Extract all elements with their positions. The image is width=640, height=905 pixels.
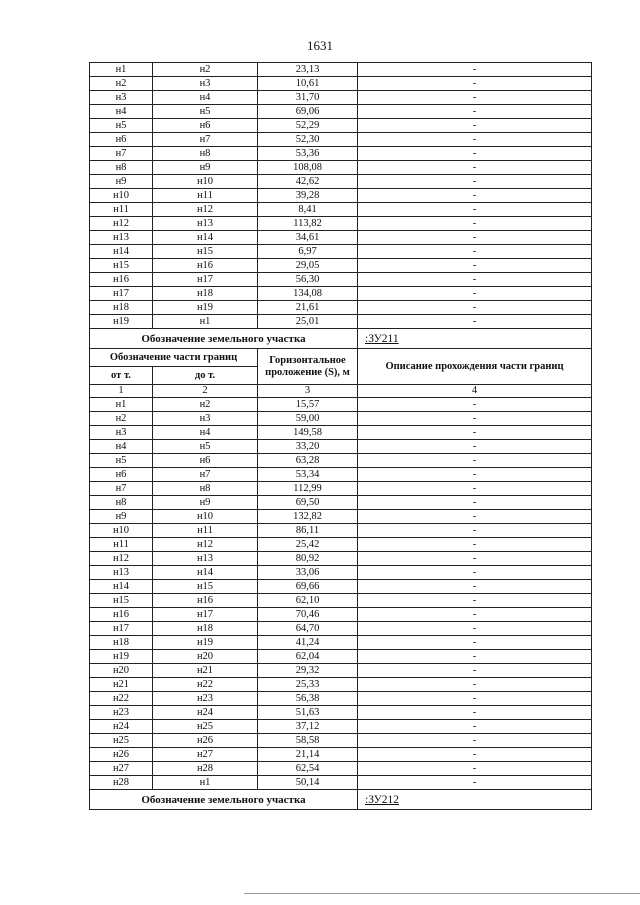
horizontal-distance: 132,82 bbox=[258, 510, 358, 524]
horizontal-distance: 15,57 bbox=[258, 398, 358, 412]
to-point: н23 bbox=[153, 692, 258, 706]
horizontal-distance: 70,46 bbox=[258, 608, 358, 622]
to-point: н5 bbox=[153, 440, 258, 454]
boundary-description: - bbox=[358, 566, 592, 580]
horizontal-distance: 134,08 bbox=[258, 287, 358, 301]
table-row bbox=[90, 524, 592, 538]
from-point: н4 bbox=[90, 440, 153, 454]
col-number: 2 bbox=[153, 385, 258, 398]
table-row bbox=[90, 762, 592, 776]
plot-title-label: Обозначение земельного участка bbox=[90, 790, 358, 810]
horizontal-distance: 112,99 bbox=[258, 482, 358, 496]
to-point: н8 bbox=[153, 482, 258, 496]
horizontal-distance: 50,14 bbox=[258, 776, 358, 790]
boundary-description: - bbox=[358, 636, 592, 650]
from-point: н19 bbox=[90, 650, 153, 664]
boundary-description: - bbox=[358, 426, 592, 440]
from-point: н21 bbox=[90, 678, 153, 692]
table-row bbox=[90, 636, 592, 650]
to-point: н3 bbox=[153, 412, 258, 426]
table-row bbox=[90, 231, 592, 245]
table-row bbox=[90, 664, 592, 678]
to-point: н8 bbox=[153, 147, 258, 161]
to-point: н24 bbox=[153, 706, 258, 720]
table-row bbox=[90, 398, 592, 412]
table-row bbox=[90, 510, 592, 524]
boundary-description: - bbox=[358, 538, 592, 552]
from-point: н6 bbox=[90, 468, 153, 482]
from-point: н16 bbox=[90, 608, 153, 622]
bottom-divider bbox=[244, 893, 640, 894]
table-row bbox=[90, 63, 592, 77]
boundary-description: - bbox=[358, 189, 592, 203]
horizontal-distance: 52,30 bbox=[258, 133, 358, 147]
boundary-description: - bbox=[358, 175, 592, 189]
from-point: н11 bbox=[90, 538, 153, 552]
to-point: н10 bbox=[153, 510, 258, 524]
to-point: н15 bbox=[153, 245, 258, 259]
table-row bbox=[90, 720, 592, 734]
table-row bbox=[90, 315, 592, 329]
page-number: 1631 bbox=[307, 38, 333, 53]
boundary-description: - bbox=[358, 301, 592, 315]
from-point: н28 bbox=[90, 776, 153, 790]
plot-title-row bbox=[90, 790, 592, 810]
boundary-description: - bbox=[358, 119, 592, 133]
table-row bbox=[90, 147, 592, 161]
section2-header bbox=[90, 329, 592, 398]
boundary-table bbox=[89, 62, 592, 810]
boundary-description: - bbox=[358, 161, 592, 175]
table-row bbox=[90, 454, 592, 468]
from-point: н8 bbox=[90, 496, 153, 510]
boundary-description: - bbox=[358, 664, 592, 678]
to-point: н2 bbox=[153, 398, 258, 412]
horizontal-distance: 25,33 bbox=[258, 678, 358, 692]
horizontal-distance: 21,61 bbox=[258, 301, 358, 315]
horizontal-distance: 58,58 bbox=[258, 734, 358, 748]
table-row bbox=[90, 748, 592, 762]
from-point: н7 bbox=[90, 147, 153, 161]
from-point: н3 bbox=[90, 91, 153, 105]
from-point: н10 bbox=[90, 524, 153, 538]
boundary-description: - bbox=[358, 776, 592, 790]
boundary-description: - bbox=[358, 217, 592, 231]
to-point: н2 bbox=[153, 63, 258, 77]
table-row bbox=[90, 706, 592, 720]
boundary-description: - bbox=[358, 468, 592, 482]
boundary-description: - bbox=[358, 287, 592, 301]
to-point: н17 bbox=[153, 273, 258, 287]
section3-header bbox=[90, 790, 592, 810]
from-header: от т. bbox=[90, 367, 153, 385]
horizontal-distance: 34,61 bbox=[258, 231, 358, 245]
from-point: н11 bbox=[90, 203, 153, 217]
from-point: н14 bbox=[90, 580, 153, 594]
boundary-description: - bbox=[358, 762, 592, 776]
horizontal-distance: 25,01 bbox=[258, 315, 358, 329]
boundary-description: - bbox=[358, 147, 592, 161]
horizontal-distance: 37,12 bbox=[258, 720, 358, 734]
from-point: н12 bbox=[90, 217, 153, 231]
table-row bbox=[90, 245, 592, 259]
from-point: н1 bbox=[90, 398, 153, 412]
plot-id: :ЗУ212 bbox=[358, 790, 592, 810]
boundary-description: - bbox=[358, 315, 592, 329]
from-point: н2 bbox=[90, 77, 153, 91]
boundary-description: - bbox=[358, 77, 592, 91]
to-point: н14 bbox=[153, 231, 258, 245]
from-point: н8 bbox=[90, 161, 153, 175]
boundary-description: - bbox=[358, 622, 592, 636]
to-point: н6 bbox=[153, 119, 258, 133]
to-point: н6 bbox=[153, 454, 258, 468]
horizontal-distance: 29,05 bbox=[258, 259, 358, 273]
table-row bbox=[90, 77, 592, 91]
horizontal-distance: 69,66 bbox=[258, 580, 358, 594]
to-point: н9 bbox=[153, 496, 258, 510]
column-number-row bbox=[90, 385, 592, 398]
from-point: н1 bbox=[90, 63, 153, 77]
to-point: н14 bbox=[153, 566, 258, 580]
from-point: н23 bbox=[90, 706, 153, 720]
table-row bbox=[90, 440, 592, 454]
from-point: н17 bbox=[90, 622, 153, 636]
to-point: н1 bbox=[153, 776, 258, 790]
table-row bbox=[90, 608, 592, 622]
horizontal-distance: 52,29 bbox=[258, 119, 358, 133]
to-point: н19 bbox=[153, 301, 258, 315]
horizontal-distance: 80,92 bbox=[258, 552, 358, 566]
horizontal-distance: 42,62 bbox=[258, 175, 358, 189]
horizontal-distance: 29,32 bbox=[258, 664, 358, 678]
to-point: н11 bbox=[153, 524, 258, 538]
horizontal-distance: 41,24 bbox=[258, 636, 358, 650]
boundary-description: - bbox=[358, 398, 592, 412]
from-point: н20 bbox=[90, 664, 153, 678]
boundary-description: - bbox=[358, 650, 592, 664]
table-row bbox=[90, 566, 592, 580]
table-row bbox=[90, 552, 592, 566]
boundary-description: - bbox=[358, 133, 592, 147]
boundary-description: - bbox=[358, 692, 592, 706]
table-row bbox=[90, 273, 592, 287]
plot-id: :ЗУ211 bbox=[358, 329, 592, 349]
horizontal-distance: 56,30 bbox=[258, 273, 358, 287]
table-row bbox=[90, 91, 592, 105]
table-row bbox=[90, 776, 592, 790]
table-row bbox=[90, 133, 592, 147]
to-point: н17 bbox=[153, 608, 258, 622]
table-row bbox=[90, 301, 592, 315]
from-point: н27 bbox=[90, 762, 153, 776]
to-point: н13 bbox=[153, 552, 258, 566]
from-point: н6 bbox=[90, 133, 153, 147]
horizontal-distance: 10,61 bbox=[258, 77, 358, 91]
horizontal-distance: 63,28 bbox=[258, 454, 358, 468]
table-row bbox=[90, 105, 592, 119]
table-row bbox=[90, 412, 592, 426]
boundary-description: - bbox=[358, 412, 592, 426]
table-row bbox=[90, 287, 592, 301]
table-row bbox=[90, 678, 592, 692]
horizontal-distance: 62,04 bbox=[258, 650, 358, 664]
boundary-description: - bbox=[358, 720, 592, 734]
from-point: н10 bbox=[90, 189, 153, 203]
table-row bbox=[90, 259, 592, 273]
from-point: н26 bbox=[90, 748, 153, 762]
boundary-description: - bbox=[358, 706, 592, 720]
from-point: н5 bbox=[90, 454, 153, 468]
boundary-description: - bbox=[358, 231, 592, 245]
boundary-description: - bbox=[358, 105, 592, 119]
to-point: н13 bbox=[153, 217, 258, 231]
header-row-1 bbox=[90, 349, 592, 367]
description-header: Описание прохождения части границ bbox=[358, 349, 592, 385]
to-point: н16 bbox=[153, 594, 258, 608]
horizontal-distance: 33,20 bbox=[258, 440, 358, 454]
to-point: н7 bbox=[153, 468, 258, 482]
from-point: н4 bbox=[90, 105, 153, 119]
to-point: н12 bbox=[153, 203, 258, 217]
col-number: 4 bbox=[358, 385, 592, 398]
to-header: до т. bbox=[153, 367, 258, 385]
table-row bbox=[90, 482, 592, 496]
table-row bbox=[90, 580, 592, 594]
plot-title-row bbox=[90, 329, 592, 349]
table-row bbox=[90, 622, 592, 636]
horizontal-distance: 62,54 bbox=[258, 762, 358, 776]
horizontal-distance: 108,08 bbox=[258, 161, 358, 175]
horizontal-distance: 39,28 bbox=[258, 189, 358, 203]
from-point: н13 bbox=[90, 231, 153, 245]
horizontal-distance: 53,36 bbox=[258, 147, 358, 161]
table-row bbox=[90, 189, 592, 203]
table-row bbox=[90, 468, 592, 482]
to-point: н27 bbox=[153, 748, 258, 762]
table-row bbox=[90, 650, 592, 664]
table-row bbox=[90, 119, 592, 133]
from-point: н12 bbox=[90, 552, 153, 566]
horizontal-distance: 62,10 bbox=[258, 594, 358, 608]
horizontal-distance: 56,38 bbox=[258, 692, 358, 706]
to-point: н7 bbox=[153, 133, 258, 147]
from-point: н15 bbox=[90, 594, 153, 608]
to-point: н18 bbox=[153, 622, 258, 636]
boundary-description: - bbox=[358, 580, 592, 594]
boundary-description: - bbox=[358, 748, 592, 762]
to-point: н11 bbox=[153, 189, 258, 203]
boundary-description: - bbox=[358, 245, 592, 259]
section2-rows bbox=[90, 398, 592, 790]
horizontal-distance: 33,06 bbox=[258, 566, 358, 580]
from-point: н18 bbox=[90, 636, 153, 650]
boundary-description: - bbox=[358, 440, 592, 454]
horizontal-distance: 64,70 bbox=[258, 622, 358, 636]
table-row bbox=[90, 426, 592, 440]
from-point: н3 bbox=[90, 426, 153, 440]
horizontal-distance: 69,06 bbox=[258, 105, 358, 119]
to-point: н1 bbox=[153, 315, 258, 329]
boundary-description: - bbox=[358, 259, 592, 273]
from-point: н25 bbox=[90, 734, 153, 748]
to-point: н12 bbox=[153, 538, 258, 552]
horizontal-distance: 149,58 bbox=[258, 426, 358, 440]
horizontal-distance: 59,00 bbox=[258, 412, 358, 426]
to-point: н19 bbox=[153, 636, 258, 650]
horizontal-distance: 31,70 bbox=[258, 91, 358, 105]
from-point: н5 bbox=[90, 119, 153, 133]
boundary-description: - bbox=[358, 454, 592, 468]
horizontal-distance: 69,50 bbox=[258, 496, 358, 510]
boundary-description: - bbox=[358, 91, 592, 105]
table-row bbox=[90, 692, 592, 706]
to-point: н4 bbox=[153, 91, 258, 105]
boundary-description: - bbox=[358, 552, 592, 566]
to-point: н22 bbox=[153, 678, 258, 692]
to-point: н9 bbox=[153, 161, 258, 175]
boundary-description: - bbox=[358, 273, 592, 287]
to-point: н5 bbox=[153, 105, 258, 119]
from-point: н9 bbox=[90, 510, 153, 524]
from-point: н18 bbox=[90, 301, 153, 315]
horizontal-distance: 113,82 bbox=[258, 217, 358, 231]
boundary-description: - bbox=[358, 496, 592, 510]
from-point: н22 bbox=[90, 692, 153, 706]
boundary-description: - bbox=[358, 510, 592, 524]
to-point: н28 bbox=[153, 762, 258, 776]
from-point: н2 bbox=[90, 412, 153, 426]
table-row bbox=[90, 496, 592, 510]
to-point: н25 bbox=[153, 720, 258, 734]
boundary-description: - bbox=[358, 482, 592, 496]
horizontal-distance: 51,63 bbox=[258, 706, 358, 720]
boundary-description: - bbox=[358, 524, 592, 538]
horizontal-distance: 8,41 bbox=[258, 203, 358, 217]
to-point: н16 bbox=[153, 259, 258, 273]
part-bounds-header: Обозначение части границ bbox=[90, 349, 258, 367]
to-point: н26 bbox=[153, 734, 258, 748]
table-row bbox=[90, 203, 592, 217]
col-number: 1 bbox=[90, 385, 153, 398]
from-point: н19 bbox=[90, 315, 153, 329]
boundary-description: - bbox=[358, 734, 592, 748]
from-point: н17 bbox=[90, 287, 153, 301]
horizontal-distance: 86,11 bbox=[258, 524, 358, 538]
to-point: н18 bbox=[153, 287, 258, 301]
horizontal-distance: 25,42 bbox=[258, 538, 358, 552]
table-row bbox=[90, 594, 592, 608]
table-row bbox=[90, 734, 592, 748]
block1-rows bbox=[90, 63, 592, 329]
horizontal-distance: 23,13 bbox=[258, 63, 358, 77]
table-row bbox=[90, 175, 592, 189]
col-number: 3 bbox=[258, 385, 358, 398]
plot-title-label: Обозначение земельного участка bbox=[90, 329, 358, 349]
boundary-description: - bbox=[358, 594, 592, 608]
to-point: н3 bbox=[153, 77, 258, 91]
boundary-description: - bbox=[358, 203, 592, 217]
horizontal-distance: 53,34 bbox=[258, 468, 358, 482]
from-point: н24 bbox=[90, 720, 153, 734]
horizontal-distance: 6,97 bbox=[258, 245, 358, 259]
to-point: н21 bbox=[153, 664, 258, 678]
table-row bbox=[90, 217, 592, 231]
table-row bbox=[90, 161, 592, 175]
horizontal-distance: 21,14 bbox=[258, 748, 358, 762]
to-point: н4 bbox=[153, 426, 258, 440]
boundary-description: - bbox=[358, 678, 592, 692]
table-row bbox=[90, 538, 592, 552]
from-point: н15 bbox=[90, 259, 153, 273]
to-point: н20 bbox=[153, 650, 258, 664]
from-point: н13 bbox=[90, 566, 153, 580]
from-point: н7 bbox=[90, 482, 153, 496]
to-point: н10 bbox=[153, 175, 258, 189]
boundary-description: - bbox=[358, 63, 592, 77]
boundary-description: - bbox=[358, 608, 592, 622]
from-point: н16 bbox=[90, 273, 153, 287]
from-point: н14 bbox=[90, 245, 153, 259]
horizontal-header: Горизонтальное проложение (S), м bbox=[258, 349, 358, 385]
from-point: н9 bbox=[90, 175, 153, 189]
to-point: н15 bbox=[153, 580, 258, 594]
